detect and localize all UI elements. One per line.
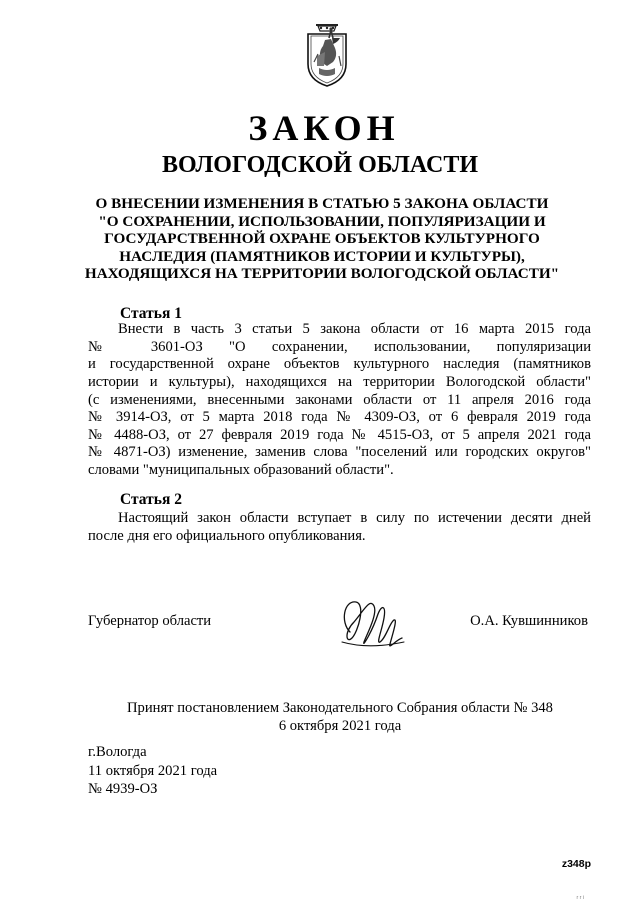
- law-number-line: № 4939-ОЗ: [88, 781, 158, 797]
- document-code: z348p: [561, 858, 591, 870]
- law-heading: [82, 195, 562, 283]
- footer-mark: г г і: [576, 895, 584, 901]
- place-line: г.Вологда: [88, 744, 147, 760]
- vologda-coat-of-arms-icon: [305, 22, 349, 88]
- article-1-line: № 4488-ОЗ, от 27 февраля 2019 года № 4515-ОЗ, от 5 апреля 2021 года: [88, 426, 591, 443]
- adoption-line: Принят постановлением Законодательного Собрания области № 348: [127, 700, 553, 716]
- article-2-line: Настоящий закон области вступает в силу по истечении десяти дней: [118, 510, 591, 526]
- article-1-line: № 4871-ОЗ) изменение, заменив слова "поселений или городских округов": [88, 444, 591, 461]
- article-1-title: Статья 1: [120, 305, 182, 322]
- article-1-line: и государственной охране объектов культурного наследия (памятников: [88, 356, 591, 373]
- heading-line: О ВНЕСЕНИИ ИЗМЕНЕНИЯ В СТАТЬЮ 5 ЗАКОНА ОБЛАСТИ: [95, 195, 549, 212]
- heading-line: НАХОДЯЩИХСЯ НА ТЕРРИТОРИИ ВОЛОГОДСКОЙ ОБЛАСТИ": [84, 265, 560, 283]
- heading-line: ГОСУДАРСТВЕННОЙ ОХРАНЕ ОБЪЕКТОВ КУЛЬТУРНОГО: [104, 230, 540, 248]
- article-1-line: № 3914-ОЗ, от 5 марта 2018 года № 4309-ОЗ, от 6 февраля 2019 года: [88, 409, 591, 426]
- article-2-body: [88, 510, 591, 545]
- handwritten-signature: [336, 592, 408, 656]
- adoption-line: 6 октября 2021 года: [278, 718, 402, 734]
- article-2-line: после дня его официального опубликования.: [88, 527, 366, 544]
- heading-line: НАСЛЕДИЯ (ПАМЯТНИКОВ ИСТОРИИ И КУЛЬТУРЫ),: [119, 247, 525, 265]
- adoption-note: [0, 699, 640, 735]
- law-title: ЗАКОН: [248, 108, 400, 148]
- article-1-line: словами "муниципальных образований области".: [88, 462, 394, 479]
- governor-name: О.А. Кувшинников: [470, 613, 588, 629]
- heading-line: "О СОХРАНЕНИИ, ИСПОЛЬЗОВАНИИ, ПОПУЛЯРИЗАЦИИ И: [98, 212, 546, 230]
- place-and-number: [88, 743, 217, 799]
- date-line: 11 октября 2021 года: [88, 762, 218, 779]
- article-1-line: (с изменениями, внесенными законами области от 11 апреля 2016 года: [88, 391, 591, 408]
- article-1-line: № 3601-ОЗ "О сохранении, использовании, популяризации: [88, 338, 591, 355]
- law-subtitle: ВОЛОГОДСКОЙ ОБЛАСТИ: [161, 152, 479, 178]
- article-1-body: [88, 321, 591, 480]
- article-2-title: Статья 2: [120, 491, 182, 508]
- article-1-line: Внести в часть 3 статьи 5 закона области от 16 марта 2015 года: [118, 321, 591, 337]
- governor-position: Губернатор области: [88, 613, 212, 629]
- article-1-line: истории и культуры), находящихся на территории Вологодской области": [88, 373, 591, 390]
